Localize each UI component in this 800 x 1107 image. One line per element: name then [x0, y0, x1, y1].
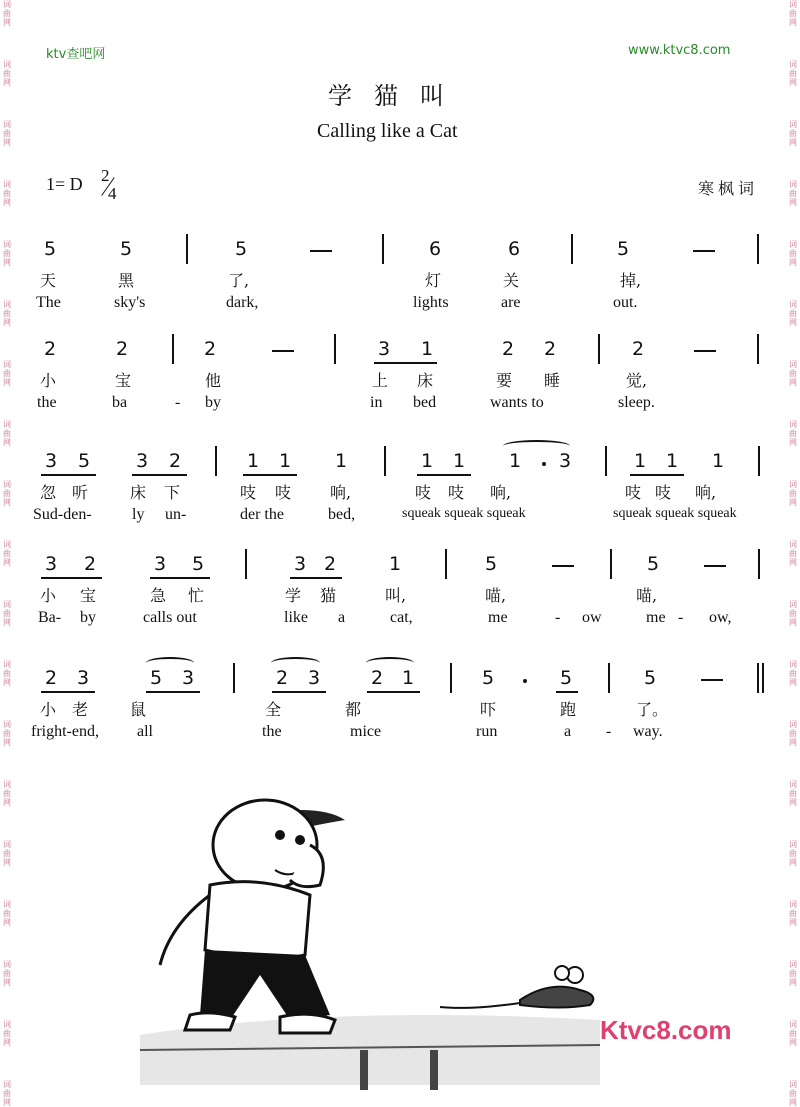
time-signature-bottom: 4 — [108, 184, 117, 203]
jianpu-note: 2 — [543, 338, 557, 360]
bar-line — [757, 334, 759, 364]
tie-slur — [146, 657, 194, 669]
lyric-en: sky's — [114, 294, 146, 311]
lyric-en: way. — [633, 723, 663, 740]
lyric-en: - — [555, 609, 561, 626]
bar-line — [758, 549, 760, 579]
lyric-cn: 吓 — [480, 700, 497, 719]
lyric-cn: 床 — [130, 483, 147, 502]
bar-line — [757, 663, 759, 693]
bar-line — [384, 446, 386, 476]
jianpu-note: 5 — [481, 667, 495, 689]
watermark-text: 词 曲 网 — [3, 900, 11, 927]
lyric-en: a — [338, 609, 346, 626]
jianpu-note: 1 — [452, 450, 466, 472]
lyric-cn: 上 — [372, 371, 389, 390]
jianpu-note: 5 — [484, 553, 498, 575]
watermark-text: 词 曲 网 — [3, 540, 11, 567]
eighth-underline — [41, 577, 102, 579]
lyric-cn: 听 — [72, 483, 89, 502]
bar-line — [245, 549, 247, 579]
ktvc8-url-link[interactable]: www.ktvc8.com — [628, 43, 731, 58]
jianpu-note: 1 — [334, 450, 348, 472]
key-signature: 1= D — [46, 174, 83, 194]
lyric-en: me — [646, 609, 666, 626]
watermark-text: 词 曲 网 — [789, 300, 797, 327]
lyric-cn: 老 — [72, 700, 89, 719]
time-signature-top: 2 — [101, 166, 110, 185]
lyric-cn: 要 — [496, 371, 513, 390]
watermark-text: 词 曲 网 — [789, 240, 797, 267]
watermark-text: 词 曲 网 — [3, 120, 11, 147]
jianpu-note: 5 — [149, 667, 163, 689]
jianpu-note: 2 — [83, 553, 97, 575]
watermark-text: 词 曲 网 — [789, 420, 797, 447]
lyric-en: - — [606, 723, 612, 740]
watermark-text: 词 曲 网 — [789, 120, 797, 147]
lyric-en: der the — [240, 506, 284, 523]
lyric-en: me — [488, 609, 508, 626]
bar-line — [571, 234, 573, 264]
lyric-en: Sud-den- — [33, 506, 92, 523]
jianpu-note: 5 — [643, 667, 657, 689]
lyric-cn: 睡 — [544, 371, 561, 390]
sustain-dash — [693, 250, 715, 252]
lyric-en: ow — [582, 609, 602, 626]
eighth-underline — [132, 474, 187, 476]
lyric-cn: 宝 — [80, 586, 97, 605]
jianpu-note: 1 — [420, 450, 434, 472]
jianpu-note: 3 — [44, 553, 58, 575]
watermark-text: 词 曲 网 — [3, 180, 11, 207]
bar-line — [382, 234, 384, 264]
eighth-underline — [243, 474, 297, 476]
lyric-cn: 吱 — [655, 483, 672, 502]
jianpu-note: 6 — [507, 238, 521, 260]
watermark-text: 词 曲 网 — [3, 240, 11, 267]
jianpu-note: 5 — [191, 553, 205, 575]
lyric-cn: 关 — [503, 271, 520, 290]
lyric-cn: 他 — [205, 371, 222, 390]
jianpu-note: 5 — [559, 667, 573, 689]
watermark-text: 词 曲 网 — [3, 0, 11, 27]
lyric-cn: 响, — [330, 483, 352, 502]
lyric-cn: 了。 — [636, 700, 669, 719]
jianpu-note: 5 — [77, 450, 91, 472]
lyric-cn: 吱 — [275, 483, 292, 502]
lyric-cn: 鼠 — [130, 700, 147, 719]
jianpu-note: 1 — [508, 450, 522, 472]
lyric-cn: 下 — [164, 483, 181, 502]
song-title-cn: 学猫叫 — [328, 82, 466, 110]
bar-line — [172, 334, 174, 364]
lyric-en: mice — [350, 723, 382, 740]
lyric-en: Ba- — [38, 609, 62, 626]
augmentation-dot — [523, 679, 527, 683]
lyric-en: cat, — [390, 609, 413, 626]
jianpu-note: 3 — [307, 667, 321, 689]
lyric-cn: 叫, — [385, 586, 407, 605]
lyric-en: the — [262, 723, 282, 740]
watermark-text: 词 曲 网 — [3, 780, 11, 807]
bar-line — [605, 446, 607, 476]
jianpu-note: 5 — [616, 238, 630, 260]
watermark-text: 词 曲 网 — [3, 960, 11, 987]
lyric-en: ba — [112, 394, 128, 411]
lyric-en: by — [205, 394, 221, 411]
lyric-cn: 觉, — [626, 371, 648, 390]
lyric-cn: 掉, — [620, 271, 642, 290]
lyric-en: dark, — [226, 294, 259, 311]
jianpu-note: 3 — [135, 450, 149, 472]
lyric-cn: 了, — [228, 271, 250, 290]
lyric-cn: 忽 — [40, 483, 57, 502]
lyric-cn: 吱 — [625, 483, 642, 502]
bar-line — [215, 446, 217, 476]
jianpu-note: 2 — [44, 667, 58, 689]
bar-line — [233, 663, 235, 693]
bar-line — [757, 234, 759, 264]
boy-and-mouse-illustration — [130, 785, 770, 1095]
lyric-cn: 宝 — [115, 371, 132, 390]
bar-line — [186, 234, 188, 264]
lyric-en: bed, — [328, 506, 356, 523]
eighth-underline — [41, 474, 96, 476]
bar-line — [610, 549, 612, 579]
eighth-underline — [41, 691, 95, 693]
lyric-cn: 学 — [285, 586, 302, 605]
eighth-underline — [146, 691, 200, 693]
eighth-underline — [150, 577, 210, 579]
lyric-en: out. — [613, 294, 638, 311]
jianpu-note: 1 — [420, 338, 434, 360]
lyric-en: ow, — [709, 609, 732, 626]
jianpu-note: 1 — [633, 450, 647, 472]
lyric-cn: 急 — [150, 586, 167, 605]
ktvc8-logo: Ktvc8.com — [600, 1015, 732, 1045]
jianpu-note: 3 — [558, 450, 572, 472]
jianpu-note: 2 — [115, 338, 129, 360]
lyric-en: ly — [132, 506, 145, 523]
jianpu-note: 2 — [501, 338, 515, 360]
watermark-text: 词 曲 网 — [789, 780, 797, 807]
tie-slur — [366, 657, 414, 669]
jianpu-note: 1 — [246, 450, 260, 472]
jianpu-note: 1 — [278, 450, 292, 472]
lyric-en: squeak squeak squeak — [402, 506, 526, 521]
jianpu-note: 2 — [275, 667, 289, 689]
eighth-underline — [290, 577, 342, 579]
bar-line — [608, 663, 610, 693]
eighth-underline — [272, 691, 326, 693]
lyric-cn: 天 — [40, 271, 57, 290]
lyric-en: a — [564, 723, 572, 740]
jianpu-note: 5 — [119, 238, 133, 260]
jianpu-note: 2 — [323, 553, 337, 575]
jianpu-note: 5 — [646, 553, 660, 575]
lyric-cn: 全 — [265, 700, 282, 719]
lyric-en: by — [80, 609, 96, 626]
watermark-text: 词 曲 网 — [789, 180, 797, 207]
sustain-dash — [310, 250, 332, 252]
lyric-cn: 床 — [417, 371, 434, 390]
lyric-en: - — [678, 609, 684, 626]
watermark-text: 词 曲 网 — [789, 1080, 797, 1107]
lyric-cn: 响, — [695, 483, 717, 502]
lyricist-credit: 寒枫词 — [698, 179, 759, 198]
augmentation-dot — [542, 462, 546, 466]
jianpu-note: 5 — [43, 238, 57, 260]
jianpu-note: 3 — [293, 553, 307, 575]
jianpu-note: 3 — [76, 667, 90, 689]
watermark-text: 词 曲 网 — [789, 840, 797, 867]
lyric-cn: 小 — [40, 371, 57, 390]
jianpu-note: 3 — [377, 338, 391, 360]
watermark-text: 词 曲 网 — [3, 360, 11, 387]
lyric-en: The — [36, 294, 61, 311]
watermark-text: 词 曲 网 — [789, 600, 797, 627]
eighth-underline — [367, 691, 420, 693]
sustain-dash — [701, 679, 723, 681]
bar-line — [450, 663, 452, 693]
jianpu-note: 2 — [203, 338, 217, 360]
lyric-cn: 跑 — [560, 700, 577, 719]
watermark-text: 词 曲 网 — [789, 660, 797, 687]
watermark-text: 词 曲 网 — [3, 720, 11, 747]
watermark-text: 词 曲 网 — [789, 1020, 797, 1047]
watermark-text: 词 曲 网 — [3, 420, 11, 447]
watermark-text: 词 曲 网 — [3, 60, 11, 87]
jianpu-note: 2 — [370, 667, 384, 689]
lyric-cn: 小 — [40, 700, 57, 719]
jianpu-note: 3 — [44, 450, 58, 472]
watermark-text: 词 曲 网 — [3, 300, 11, 327]
lyric-en: bed — [413, 394, 437, 411]
jianpu-note: 1 — [388, 553, 402, 575]
lyric-cn: 黑 — [118, 271, 135, 290]
watermark-text: 词 曲 网 — [789, 960, 797, 987]
lyric-cn: 灯 — [425, 271, 442, 290]
sustain-dash — [272, 350, 294, 352]
watermark-text: 词 曲 网 — [3, 600, 11, 627]
lyric-cn: 吱 — [240, 483, 257, 502]
tie-slur — [503, 440, 570, 452]
watermark-text: 词 曲 网 — [3, 480, 11, 507]
lyric-en: calls out — [143, 609, 197, 626]
ktv-site-link[interactable]: ktv查吧网 — [46, 47, 106, 62]
watermark-text: 词 曲 网 — [789, 0, 797, 27]
lyric-en: the — [37, 394, 57, 411]
lyric-cn: 都 — [345, 700, 362, 719]
jianpu-note: 3 — [153, 553, 167, 575]
jianpu-note: 1 — [665, 450, 679, 472]
lyric-cn: 小 — [40, 586, 57, 605]
jianpu-note: 2 — [631, 338, 645, 360]
lyric-cn: 吱 — [415, 483, 432, 502]
lyric-cn: 吱 — [448, 483, 465, 502]
final-bar-line — [762, 663, 764, 693]
song-title-en: Calling like a Cat — [317, 120, 458, 142]
watermark-text: 词 曲 网 — [789, 540, 797, 567]
jianpu-note: 1 — [711, 450, 725, 472]
lyric-en: - — [175, 394, 181, 411]
lyric-en: lights — [413, 294, 449, 311]
watermark-text: 词 曲 网 — [789, 60, 797, 87]
lyric-cn: 猫 — [320, 586, 337, 605]
lyric-en: are — [501, 294, 521, 311]
lyric-cn: 忙 — [188, 586, 205, 605]
lyric-en: fright-end, — [31, 723, 99, 740]
bar-line — [334, 334, 336, 364]
watermark-text: 词 曲 网 — [789, 900, 797, 927]
watermark-text: 词 曲 网 — [3, 660, 11, 687]
lyric-en: un- — [165, 506, 187, 523]
watermark-text: 词 曲 网 — [789, 480, 797, 507]
sustain-dash — [552, 565, 574, 567]
lyric-en: wants to — [490, 394, 544, 411]
eighth-underline — [556, 691, 578, 693]
lyric-en: sleep. — [618, 394, 655, 411]
jianpu-note: 6 — [428, 238, 442, 260]
eighth-underline — [374, 362, 437, 364]
jianpu-note: 2 — [43, 338, 57, 360]
bar-line — [758, 446, 760, 476]
lyric-en: run — [476, 723, 498, 740]
watermark-text: 词 曲 网 — [789, 360, 797, 387]
lyric-en: in — [370, 394, 383, 411]
eighth-underline — [630, 474, 684, 476]
lyric-cn: 响, — [490, 483, 512, 502]
tie-slur — [271, 657, 320, 669]
sustain-dash — [694, 350, 716, 352]
bar-line — [598, 334, 600, 364]
watermark-text: 词 曲 网 — [3, 1080, 11, 1107]
sustain-dash — [704, 565, 726, 567]
lyric-cn: 喵, — [636, 586, 658, 605]
watermark-text: 词 曲 网 — [789, 720, 797, 747]
watermark-text: 词 曲 网 — [3, 840, 11, 867]
jianpu-note: 3 — [181, 667, 195, 689]
jianpu-note: 2 — [168, 450, 182, 472]
jianpu-note: 1 — [401, 667, 415, 689]
bar-line — [445, 549, 447, 579]
jianpu-note: 5 — [234, 238, 248, 260]
lyric-en: all — [137, 723, 153, 740]
lyric-en: like — [284, 609, 308, 626]
lyric-cn: 喵, — [485, 586, 507, 605]
watermark-text: 词 曲 网 — [3, 1020, 11, 1047]
eighth-underline — [417, 474, 471, 476]
lyric-en: squeak squeak squeak — [613, 506, 737, 521]
